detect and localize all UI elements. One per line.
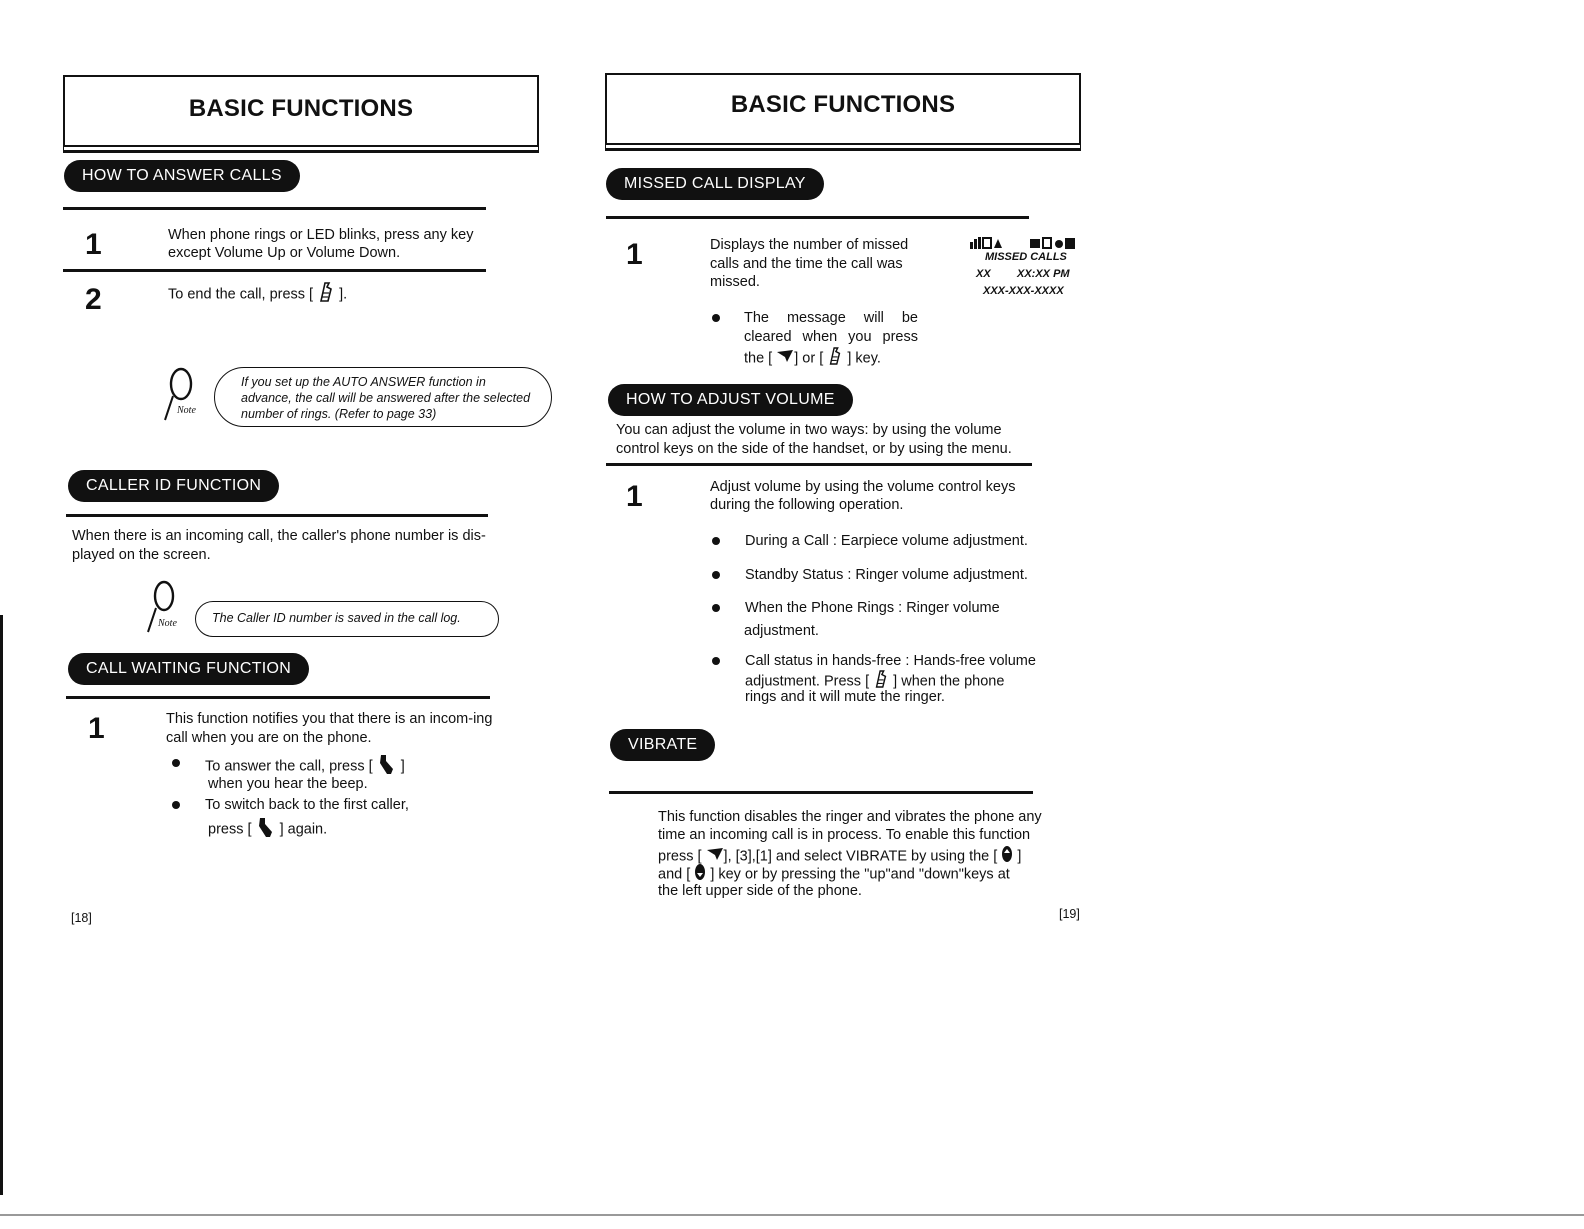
volume-bullet3-line2: adjustment.	[744, 623, 819, 639]
right-header-title: BASIC FUNCTIONS	[730, 91, 956, 118]
menu-key-icon	[776, 349, 794, 369]
answer-step2-pre: To end the call, press [	[168, 286, 314, 303]
lcd-count: XX	[976, 268, 991, 280]
call-waiting-bullet2-line2	[208, 816, 327, 843]
missed-bullet-post: ] key.	[847, 350, 881, 367]
missed-step1-number: 1	[626, 238, 643, 271]
bullet	[712, 314, 720, 322]
auto-answer-note: If you set up the AUTO ANSWER function in advance, the call will be answered after the selected number of rings. (Refer to page 33)	[214, 367, 552, 427]
bullet	[712, 537, 720, 545]
call-waiting-pill: CALL WAITING FUNCTION	[68, 653, 309, 685]
caller-id-note: The Caller ID number is saved in the call log.	[195, 601, 499, 637]
missed-step1-text: Displays the number of missed calls and the time the call was missed.	[710, 237, 909, 290]
lcd-number: XXX-XXX-XXXX	[983, 285, 1064, 297]
call-waiting-step1-text: This function notifies you that there is an incom-ing call when you are on the phone.	[166, 711, 493, 746]
volume-rule	[606, 463, 1032, 466]
left-header-box	[63, 75, 539, 147]
bullet	[712, 657, 720, 665]
caller-id-body: When there is an incoming call, the caller's phone number is dis-played on the screen.	[72, 528, 486, 563]
note-icon	[144, 580, 186, 641]
adjust-volume-pill: HOW TO ADJUST VOLUME	[608, 384, 853, 416]
answer-rule-1	[63, 207, 486, 210]
left-page-number: [18]	[71, 911, 92, 925]
missed-call-rule	[606, 216, 1029, 219]
vibrate-line3-b: ], [3],[1] and select VIBRATE by using the [	[723, 848, 998, 865]
vibrate-line2: time an incoming call is in process. To enable this function	[658, 827, 1031, 843]
answer-step1-text: When phone rings or LED blinks, press any key except Volume Up or Volume Down.	[168, 227, 474, 261]
answer-rule-2	[63, 269, 486, 272]
call-waiting-bullet2-line1: To switch back to the first caller,	[205, 797, 409, 813]
phone-end-key-icon	[827, 346, 843, 372]
scan-bottom-line	[0, 1214, 1584, 1216]
call-waiting-bullet1-pre: To answer the call, press [	[205, 758, 373, 775]
call-waiting-bullet2-post: ] again.	[279, 821, 328, 838]
volume-step1-text: Adjust volume by using the volume control keys during the following operation.	[710, 479, 1016, 513]
volume-bullet1: During a Call : Earpiece volume adjustment.	[745, 533, 1028, 549]
answer-calls-pill: HOW TO ANSWER CALLS	[64, 160, 300, 192]
volume-intro: You can adjust the volume in two ways: by using the volume control keys on the side of the handset, or by using the menu.	[616, 422, 1012, 457]
vibrate-pill: VIBRATE	[610, 729, 715, 761]
bullet	[712, 571, 720, 579]
svg-text:Note: Note	[158, 618, 177, 629]
vibrate-line4-a: and [	[658, 866, 691, 883]
svg-text:Note: Note	[177, 405, 196, 416]
vibrate-line3-c: ]	[1017, 848, 1022, 865]
bullet	[712, 604, 720, 612]
right-header-box	[605, 73, 1081, 145]
answer-step2-text	[168, 281, 498, 308]
lcd-missed-calls: MISSED CALLS	[985, 251, 1067, 263]
missed-bullet-mid: ] or [	[794, 350, 824, 367]
volume-bullet3-line1: When the Phone Rings : Ringer volume	[745, 600, 1000, 616]
bullet	[172, 801, 180, 809]
missed-bullet-text	[744, 309, 918, 372]
caller-id-pill: CALLER ID FUNCTION	[68, 470, 279, 502]
volume-bullet4-line3: rings and it will mute the ringer.	[745, 689, 945, 705]
call-waiting-bullet2-pre: press [	[208, 821, 252, 838]
vibrate-line4-b: ] key or by pressing the "up"and "down"keys at	[710, 866, 1010, 883]
left-header-title: BASIC FUNCTIONS	[188, 95, 414, 122]
volume-bullet2: Standby Status : Ringer volume adjustment.	[745, 567, 1028, 583]
lcd-time: XX:XX PM	[1017, 268, 1070, 280]
answer-step1-number: 1	[85, 228, 102, 261]
vibrate-rule	[609, 791, 1033, 794]
note-icon	[163, 366, 205, 427]
call-waiting-rule	[66, 696, 490, 699]
vibrate-line1: This function disables the ringer and vibrates the phone any	[658, 809, 1042, 825]
vibrate-line3-a: press [	[658, 848, 702, 865]
phone-end-key-icon	[317, 281, 335, 308]
call-waiting-step1-number: 1	[88, 712, 105, 745]
scan-edge-line	[0, 615, 3, 1195]
answer-step2-number: 2	[85, 283, 102, 316]
volume-bullet4-post: ] when the phone	[893, 673, 1005, 690]
phone-send-key-icon	[377, 753, 397, 780]
right-page-number: [19]	[1059, 907, 1080, 921]
missed-bullet-pre: The message will be cleared when you press the [	[744, 310, 918, 367]
phone-send-key-icon	[256, 816, 276, 843]
call-waiting-bullet1-line2: when you hear the beep.	[208, 776, 368, 792]
vibrate-line5: the left upper side of the phone.	[658, 883, 862, 899]
caller-id-rule	[66, 514, 488, 517]
volume-bullet4-pre: adjustment. Press [	[745, 673, 870, 690]
bullet	[172, 759, 180, 767]
volume-bullet4-line1: Call status in hands-free : Hands-free volume	[745, 653, 1036, 669]
answer-step2-post: ].	[339, 286, 348, 303]
missed-call-pill: MISSED CALL DISPLAY	[606, 168, 824, 200]
volume-step1-number: 1	[626, 480, 643, 513]
call-waiting-bullet1-post: ]	[400, 758, 405, 775]
